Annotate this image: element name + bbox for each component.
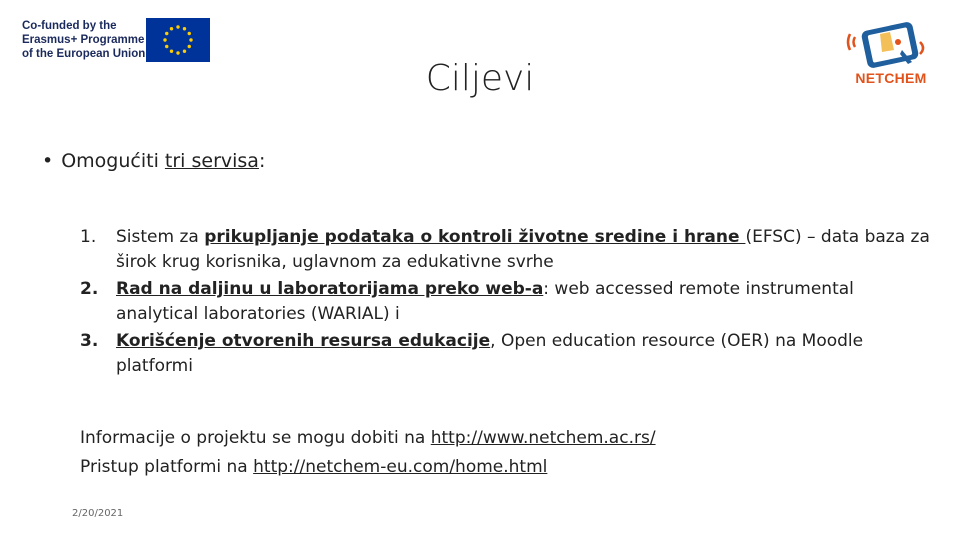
eu-star-icon: [176, 51, 179, 54]
erasmus-line-2: Erasmus+ Programme: [22, 34, 145, 46]
list-emphasis: Korišćenje otvorenih resursa edukacije: [116, 331, 491, 351]
eu-star-icon: [176, 25, 179, 28]
list-rest: , Open education resource (OER) na Moodle platformi: [116, 331, 864, 376]
list-number: 1.: [80, 227, 97, 247]
eu-flag-icon: [146, 18, 210, 62]
erasmus-line-3: of the European Union: [22, 48, 146, 60]
list-lead: Sistem za: [116, 227, 205, 247]
eu-star-icon: [170, 27, 173, 30]
eu-star-icon: [170, 50, 173, 53]
info-line-2: [80, 453, 656, 482]
bullet-suffix: :: [258, 150, 266, 172]
eu-star-icon: [189, 38, 192, 41]
list-emphasis: Rad na daljinu u laboratorijama preko web-a: [116, 279, 544, 299]
info-block: [80, 424, 656, 482]
eu-star-icon: [165, 32, 168, 35]
main-bullet: [42, 150, 265, 172]
erasmus-line-1: Co-funded by the: [22, 20, 117, 32]
list-item: [80, 329, 940, 379]
list-rest: (EFSC) – data baza za širok krug korisnika, uglavnom za edukativne svrhe: [116, 227, 930, 272]
project-link[interactable]: http://www.netchem.ac.rs/: [430, 428, 656, 448]
list-number: 3.: [80, 331, 99, 351]
eu-star-icon: [188, 45, 191, 48]
info-text-1: Informacije o projektu se mogu dobiti na: [80, 428, 431, 448]
platform-link[interactable]: http://netchem-eu.com/home.html: [253, 457, 548, 477]
erasmus-logo: [22, 18, 212, 62]
services-list: [80, 225, 940, 381]
list-number: 2.: [80, 279, 99, 299]
slide-title: Ciljevi: [425, 58, 535, 99]
bullet-dot-icon: •: [42, 150, 54, 172]
bullet-prefix: Omogućiti: [61, 150, 165, 172]
info-text-2: Pristup platformi na: [80, 457, 254, 477]
slide-date: 2/20/2021: [72, 508, 124, 519]
eu-star-icon: [165, 45, 168, 48]
eu-star-icon: [183, 27, 186, 30]
eu-star-icon: [188, 32, 191, 35]
bullet-emphasis: tri servisa: [164, 150, 259, 172]
list-rest: : web accessed remote instrumental analytical laboratories (WARIAL) i: [116, 279, 854, 324]
list-item: [80, 277, 940, 327]
eu-star-icon: [183, 50, 186, 53]
list-item: [80, 225, 940, 275]
netchem-wordmark: NETCHEM: [855, 70, 927, 86]
info-line-1: [80, 424, 656, 453]
eu-star-icon: [163, 38, 166, 41]
list-emphasis: prikupljanje podataka o kontroli životne sredine i hrane: [204, 227, 746, 247]
erasmus-logo-text: [22, 19, 146, 61]
